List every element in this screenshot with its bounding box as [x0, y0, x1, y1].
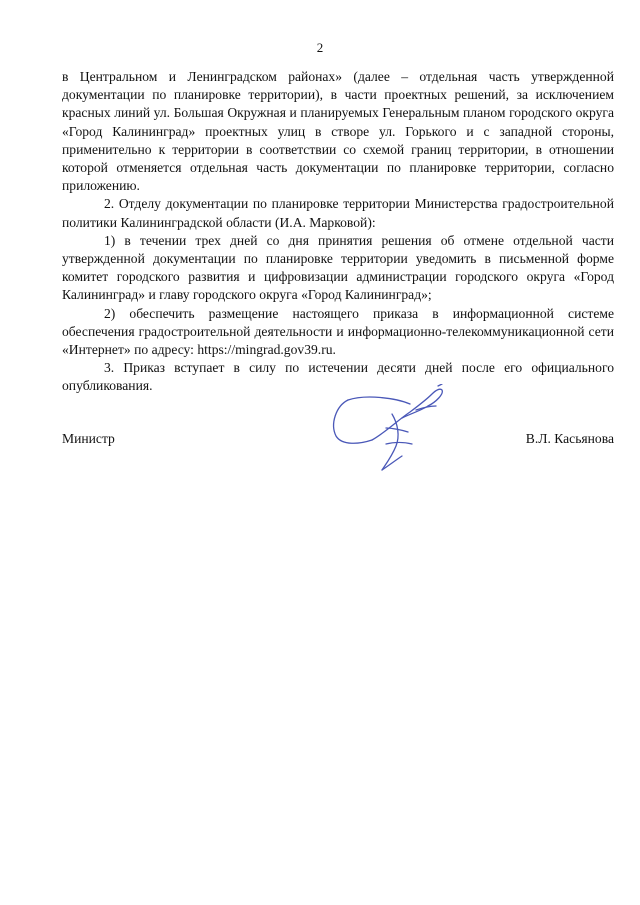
handwritten-signature — [326, 384, 452, 474]
paragraph-subitem-2: 2) обеспечить размещение настоящего приказа в информационной системе обеспечения градостроительной деятельности и информационно-телекоммуникационной сети «Интернет» по адресу: https://mingrad.gov39.ru. — [62, 305, 614, 358]
signatory-name: В.Л. Касьянова — [525, 431, 614, 446]
page-number: 2 — [316, 40, 324, 55]
paragraph-item-2: 2. Отделу документации по планировке территории Министерства градостроительной политики Калининградской области (И.А. Марковой): — [62, 196, 614, 230]
document-body — [62, 68, 614, 396]
paragraph-continuation: в Центральном и Ленинградском районах» (далее – отдельная часть утвержденной документации по планировке территории), в части проектных решений, за исключением красных линий ул. Большая Окружная и планируемых Генеральным планом городского округа «Город Калининград» проектных улиц в створе ул. Горького и с западной стороны, применительно к территории в соответствии со схемой границ территории, в отношении которой отменяется отдельная часть документации по планировке территории, согласно приложению. — [62, 69, 614, 194]
paragraph-item-3: 3. Приказ вступает в силу по истечении десяти дней после его официального опубликования. — [62, 360, 614, 394]
signatory-title: Министр — [62, 431, 115, 446]
paragraph-subitem-1: 1) в течении трех дней со дня принятия решения об отмене отдельной части утвержденной документации по планировке территории уведомить в письменной форме комитет городского развития и цифровизации администрации городского округа «Город Калининград» и главу городского округа «Город Калининград»; — [62, 232, 614, 303]
